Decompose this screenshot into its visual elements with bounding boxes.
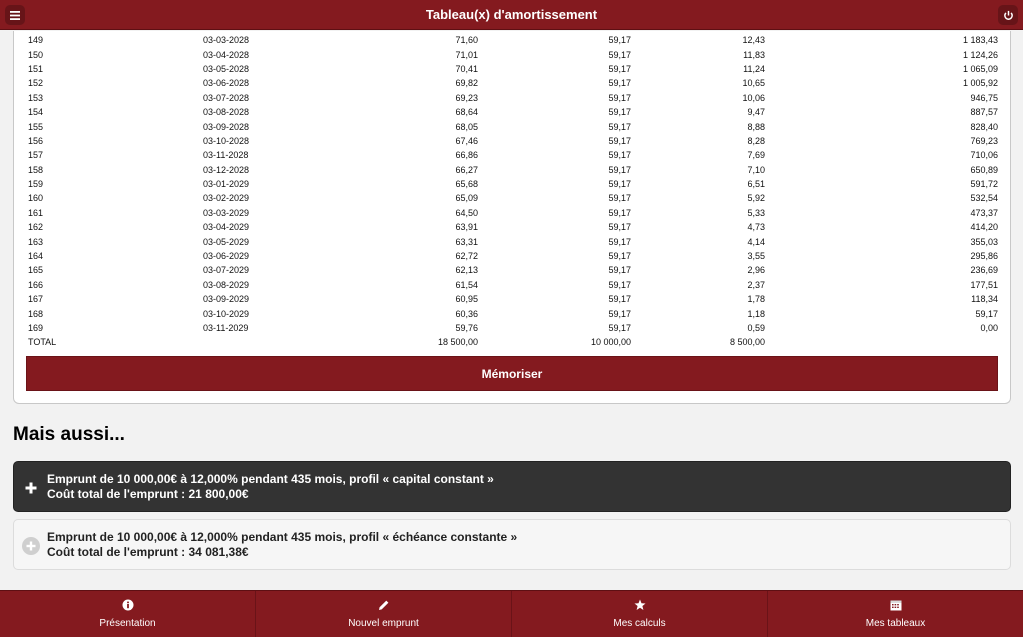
table-row xyxy=(28,47,998,61)
table-cell: 1 065,09 xyxy=(962,63,998,74)
table-cell: 03-04-2028 xyxy=(203,49,250,60)
table-cell: 69,82 xyxy=(455,78,478,89)
table-cell: 828,40 xyxy=(970,121,998,132)
plus-circle-icon xyxy=(22,537,40,555)
table-cell: 7,10 xyxy=(747,164,765,175)
related-loan-card-echeance-constante[interactable] xyxy=(13,519,1011,570)
table-cell: 236,69 xyxy=(970,265,998,276)
table-cell: 63,31 xyxy=(455,236,478,247)
table-cell: 153 xyxy=(28,92,44,103)
table-cell: 68,64 xyxy=(455,107,478,118)
table-cell: 59,17 xyxy=(608,279,631,290)
table-cell: 59,17 xyxy=(608,63,631,74)
table-cell: 12,43 xyxy=(742,35,765,46)
card-line-1: Emprunt de 10 000,00€ à 12,000% pendant 435 mois, profil « capital constant » xyxy=(47,472,494,486)
table-cell: 03-08-2029 xyxy=(203,279,250,290)
card-line-2: Coût total de l'emprunt : 34 081,38€ xyxy=(47,545,249,559)
card-line-1: Emprunt de 10 000,00€ à 12,000% pendant 435 mois, profil « échéance constante » xyxy=(47,530,518,544)
table-cell: 156 xyxy=(28,135,44,146)
table-cell: 67,46 xyxy=(455,135,478,146)
nav-my-tables[interactable] xyxy=(768,591,1023,637)
section-title: Mais aussi... xyxy=(13,424,125,445)
table-row xyxy=(28,278,998,292)
table-cell: 1,78 xyxy=(747,294,765,305)
table-cell xyxy=(765,335,998,349)
table-cell: 155 xyxy=(28,121,44,132)
table-cell: 149 xyxy=(28,35,44,46)
card-line-2: Coût total de l'emprunt : 21 800,00€ xyxy=(47,487,249,501)
table-cell: 03-11-2028 xyxy=(203,150,249,161)
table-cell: 710,06 xyxy=(970,150,998,161)
table-cell: 887,57 xyxy=(970,107,998,118)
table-cell: 167 xyxy=(28,294,44,305)
table-cell: 03-07-2029 xyxy=(203,265,250,276)
table-cell: 03-06-2029 xyxy=(203,251,250,262)
table-cell: 03-01-2029 xyxy=(203,179,250,190)
table-cell: 2,96 xyxy=(747,265,765,276)
table-cell: 5,33 xyxy=(747,207,765,218)
table-cell: 118,34 xyxy=(971,294,998,305)
table-cell: 8,28 xyxy=(747,135,765,146)
table-cell: 59,17 xyxy=(608,121,631,132)
table-cell: 03-03-2029 xyxy=(203,207,250,218)
table-row xyxy=(28,134,998,148)
related-loan-card-capital-constant[interactable] xyxy=(13,461,1011,512)
table-row xyxy=(28,220,998,234)
table-cell: 71,01 xyxy=(455,49,478,60)
table-cell: 10,65 xyxy=(742,78,765,89)
table-cell: 59,17 xyxy=(608,49,631,60)
power-button[interactable] xyxy=(998,5,1018,25)
nav-my-calculations[interactable] xyxy=(512,591,768,637)
table-cell: 6,51 xyxy=(747,179,765,190)
table-cell: 157 xyxy=(28,150,44,161)
table-cell: 164 xyxy=(28,251,44,262)
table-cell: 11,83 xyxy=(743,49,765,60)
page-title: Tableau(x) d'amortissement xyxy=(425,7,598,22)
table-cell: 03-07-2028 xyxy=(203,92,250,103)
table-cell: 10,06 xyxy=(742,92,765,103)
table-cell: 03-09-2029 xyxy=(203,294,250,305)
table-cell: 66,27 xyxy=(455,164,478,175)
table-row xyxy=(28,321,998,335)
table-row xyxy=(28,163,998,177)
table-row xyxy=(28,105,998,119)
table-cell: 295,86 xyxy=(970,251,998,262)
table-cell: 03-12-2028 xyxy=(203,164,250,175)
table-row xyxy=(28,148,998,162)
table-cell: 159 xyxy=(28,179,44,190)
table-cell: 59,17 xyxy=(608,251,631,262)
table-cell: 03-11-2029 xyxy=(203,323,249,333)
table-cell: 59,17 xyxy=(608,78,631,89)
table-cell: 66,86 xyxy=(455,150,478,161)
table-row xyxy=(28,234,998,248)
table-row xyxy=(28,191,998,205)
table-row xyxy=(28,119,998,133)
table-cell: 7,69 xyxy=(747,150,765,161)
bottom-nav xyxy=(0,590,1023,637)
table-cell: 59,17 xyxy=(608,308,631,319)
table-cell: 1 183,43 xyxy=(962,35,998,46)
table-row xyxy=(28,292,998,306)
table-cell: 63,91 xyxy=(455,222,478,233)
amortization-table xyxy=(28,33,998,350)
table-cell: 61,54 xyxy=(455,279,478,290)
amortization-panel xyxy=(13,31,1011,404)
nav-label: Mes calculs xyxy=(613,618,666,629)
table-cell: 60,36 xyxy=(455,308,478,319)
table-cell: 769,23 xyxy=(970,135,998,146)
table-cell: 2,37 xyxy=(747,279,765,290)
table-cell: 03-05-2028 xyxy=(203,63,250,74)
table-row xyxy=(28,306,998,320)
table-cell: 11,24 xyxy=(743,63,765,74)
table-cell: 154 xyxy=(28,107,44,118)
table-cell: 158 xyxy=(28,164,44,175)
table-cell: 59,17 xyxy=(608,236,631,247)
table-cell: 59,17 xyxy=(608,92,631,103)
table-cell: 03-06-2028 xyxy=(203,78,250,89)
table-cell: 70,41 xyxy=(455,63,478,74)
table-cell: 03-09-2028 xyxy=(203,121,250,132)
nav-new-loan[interactable] xyxy=(256,591,512,637)
table-cell: TOTAL xyxy=(28,337,57,348)
table-cell: 177,51 xyxy=(970,279,998,290)
table-cell: 0,59 xyxy=(747,323,765,333)
table-cell: 150 xyxy=(28,49,44,60)
table-cell: 68,05 xyxy=(455,121,478,132)
table-cell: 165 xyxy=(28,265,44,276)
calendar-icon xyxy=(768,599,1023,611)
table-row xyxy=(28,249,998,263)
table-cell: 59,17 xyxy=(608,107,631,118)
table-cell: 591,72 xyxy=(970,179,998,190)
table-cell: 59,17 xyxy=(608,294,631,305)
table-row xyxy=(28,62,998,76)
table-cell: 59,17 xyxy=(975,308,998,319)
nav-label: Nouvel emprunt xyxy=(348,618,419,629)
table-cell: 4,14 xyxy=(747,236,765,247)
star-icon xyxy=(512,599,767,611)
table-cell: 160 xyxy=(28,193,44,204)
table-cell: 03-08-2028 xyxy=(203,107,250,118)
table-cell: 151 xyxy=(28,63,44,74)
table-cell: 59,17 xyxy=(608,323,631,333)
table-cell: 59,17 xyxy=(608,135,631,146)
table-cell: 9,47 xyxy=(747,107,765,118)
table-cell: 10 000,00 xyxy=(590,337,631,348)
table-row xyxy=(28,206,998,220)
table-cell: 71,60 xyxy=(455,35,478,46)
table-cell: 03-10-2028 xyxy=(203,135,250,146)
table-cell: 8 500,00 xyxy=(729,337,765,348)
table-cell: 62,72 xyxy=(455,251,478,262)
table-cell: 946,75 xyxy=(970,92,998,103)
table-cell: 650,89 xyxy=(970,164,998,175)
table-cell: 59,17 xyxy=(608,222,631,233)
table-cell: 59,76 xyxy=(455,323,478,333)
table-cell: 65,09 xyxy=(455,193,478,204)
pencil-icon xyxy=(256,599,511,611)
table-cell: 5,92 xyxy=(747,193,765,204)
info-icon xyxy=(0,599,255,611)
table-cell: 1,18 xyxy=(747,308,765,319)
table-row xyxy=(28,33,998,47)
table-cell: 166 xyxy=(28,279,44,290)
nav-presentation[interactable] xyxy=(0,591,256,637)
table-cell: 62,13 xyxy=(455,265,478,276)
table-cell: 414,20 xyxy=(970,222,998,233)
table-row xyxy=(28,263,998,277)
table-cell: 03-02-2029 xyxy=(203,193,250,204)
table-cell: 169 xyxy=(28,323,44,333)
table-cell: 1 005,92 xyxy=(962,78,998,89)
table-cell: 1 124,26 xyxy=(962,49,998,60)
table-cell xyxy=(203,335,303,349)
table-cell: 03-04-2029 xyxy=(203,222,250,233)
table-cell: 168 xyxy=(28,308,44,319)
table-cell: 59,17 xyxy=(608,193,631,204)
table-cell: 0,00 xyxy=(980,323,998,333)
table-cell: 152 xyxy=(28,78,44,89)
table-cell: 59,17 xyxy=(608,150,631,161)
table-row xyxy=(28,177,998,191)
table-cell: 163 xyxy=(28,236,44,247)
power-icon xyxy=(1003,10,1014,21)
table-cell: 18 500,00 xyxy=(437,337,478,348)
table-cell: 59,17 xyxy=(608,265,631,276)
table-cell: 64,50 xyxy=(455,207,478,218)
table-cell: 4,73 xyxy=(747,222,765,233)
nav-label: Présentation xyxy=(99,618,156,629)
save-button[interactable]: Mémoriser xyxy=(26,356,998,391)
plus-icon xyxy=(22,479,40,497)
table-cell: 8,88 xyxy=(747,121,765,132)
header-bar xyxy=(0,0,1023,30)
table-cell: 532,54 xyxy=(970,193,998,204)
table-cell: 60,95 xyxy=(455,294,478,305)
table-cell: 3,55 xyxy=(747,251,765,262)
table-cell: 355,03 xyxy=(970,236,998,247)
table-cell: 59,17 xyxy=(608,179,631,190)
table-cell: 03-03-2028 xyxy=(203,35,250,46)
nav-label: Mes tableaux xyxy=(865,618,926,629)
table-cell: 69,23 xyxy=(455,92,478,103)
table-cell: 59,17 xyxy=(608,164,631,175)
table-total-row xyxy=(28,335,998,349)
table-row xyxy=(28,76,998,90)
table-cell: 161 xyxy=(28,207,44,218)
table-cell: 03-05-2029 xyxy=(203,236,250,247)
table-cell: 473,37 xyxy=(970,207,998,218)
table-row xyxy=(28,91,998,105)
table-cell: 59,17 xyxy=(608,207,631,218)
table-cell: 03-10-2029 xyxy=(203,308,250,319)
table-cell: 65,68 xyxy=(455,179,478,190)
table-cell: 162 xyxy=(28,222,44,233)
table-cell: 59,17 xyxy=(608,35,631,46)
